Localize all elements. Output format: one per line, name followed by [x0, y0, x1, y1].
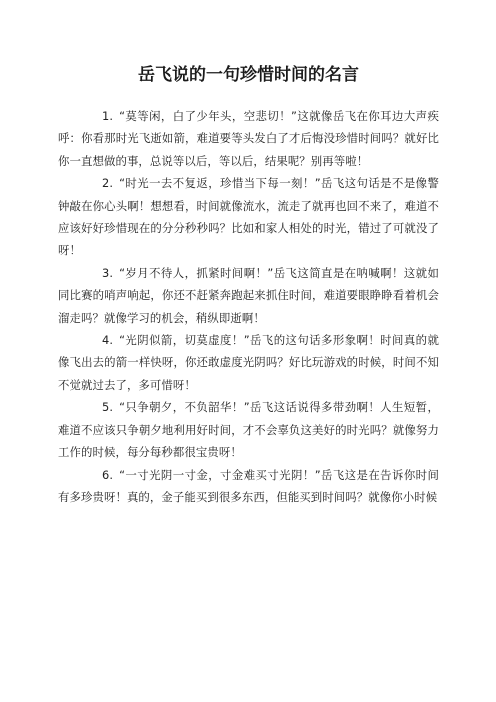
list-item [58, 329, 439, 396]
list-item-text: “岁月不待人，抓紧时间啊！”岳飞这简直是在呐喊啊！这就如同比赛的哨声响起，你还不赶紧奔跑起来抓住时间，难道要眼睁睁看着机会溜走吗？就像学习的机会，稍纵即逝啊！ [58, 265, 439, 325]
list-item [58, 396, 439, 463]
list-item-number: 3. [102, 265, 114, 280]
quote-list [58, 105, 439, 508]
list-item-number: 4. [102, 333, 114, 348]
list-item [58, 172, 439, 262]
list-item-number: 1. [102, 109, 114, 123]
list-item-text: “光阴似箭，切莫虚度！”岳飞的这句话多形象啊！时间真的就像飞出去的箭一样快呀，你还敢虚度光阴吗？好比玩游戏的时候，时间不知不觉就过去了，多可惜呀！ [58, 333, 439, 392]
page-title: 岳飞说的一句珍惜时间的名言 [138, 65, 359, 85]
list-item-text: “只争朝夕，不负韶华！”岳飞这话说得多带劲啊！人生短暂，难道不应该只争朝夕地利用好时间，才不会辜负这美好的时光吗？就像努力工作的时候，每分每秒都很宝贵呀！ [58, 400, 439, 460]
list-item [58, 464, 439, 509]
list-item-number: 2. [102, 176, 114, 191]
list-item [58, 262, 439, 329]
list-item [58, 105, 439, 172]
list-item-text: “时光一去不复返，珍惜当下每一刻！”岳飞这句话是不是像警钟敲在你心头啊！想想看，时间就像流水，流走了就再也回不来了，难道不应该好好珍惜现在的分分秒秒吗？比如和家人相处的时光，错过了可就没了呀！ [58, 176, 439, 258]
list-item-text: “一寸光阴一寸金，寸金难买寸光阴！”岳飞这是在告诉你时间有多珍贵呀！真的，金子能买到很多东西，但能买到时间吗？就像你小时候 [58, 467, 439, 504]
list-item-number: 6. [102, 467, 114, 482]
list-item-number: 5. [102, 400, 114, 415]
list-item-text: “莫等闲，白了少年头，空悲切！”这就像岳飞在你耳边大声疾呼：你看那时光飞逝如箭，难道要等头发白了才后悔没珍惜时间吗？就好比你一直想做的事，总说等以后，等以后，结果呢？别再等啦！ [58, 109, 439, 168]
